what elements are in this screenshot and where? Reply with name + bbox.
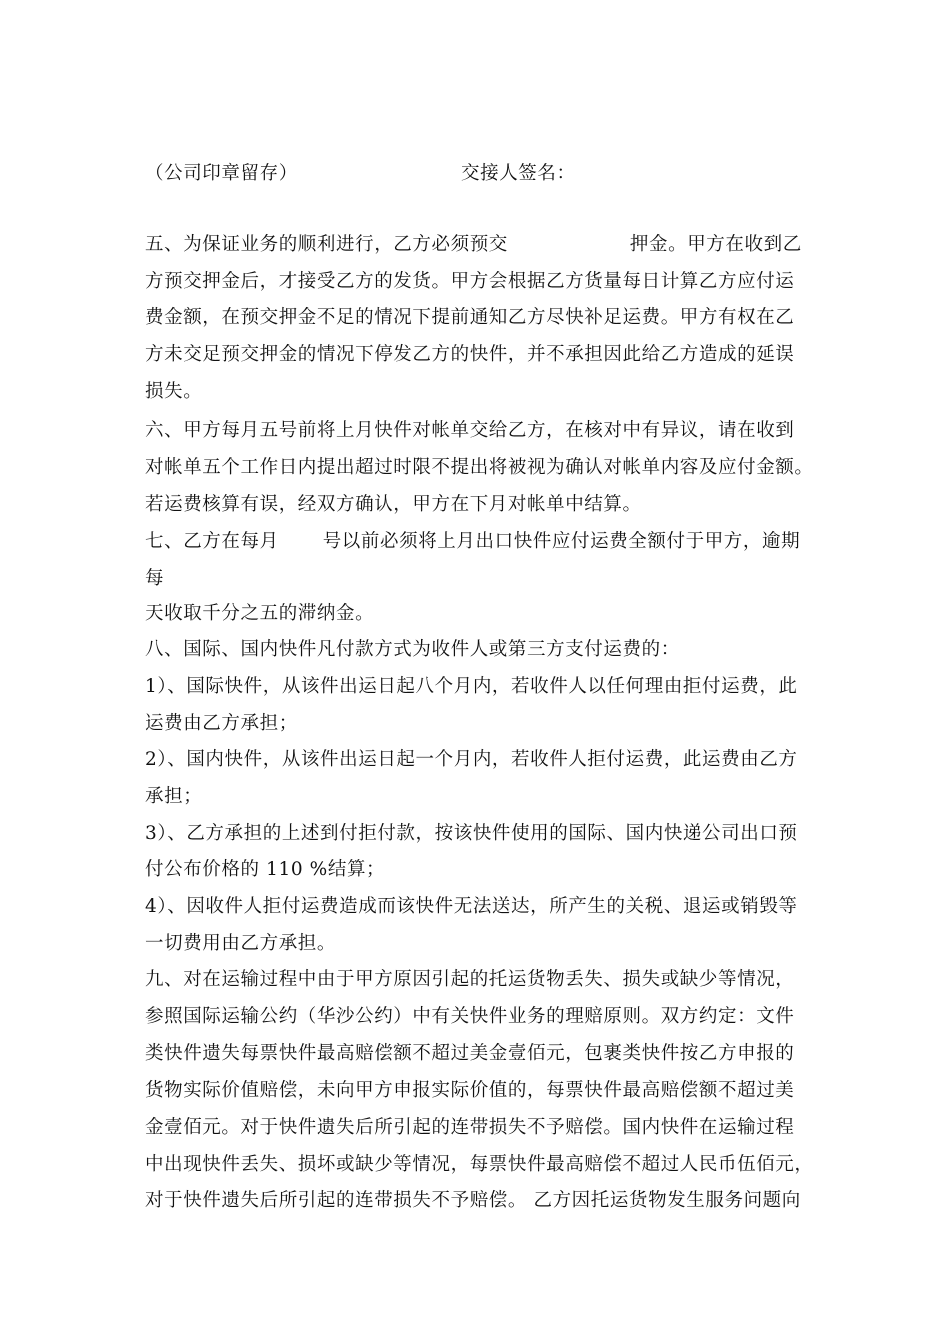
clause-5-line-2: 方预交押金后，才接受乙方的发货。甲方会根据乙方货量每日计算乙方应付运 xyxy=(145,271,795,292)
clause-7-text-a: 七、乙方在每月 xyxy=(145,531,279,552)
clause-6-line-2: 对帐单五个工作日内提出超过时限不提出将被视为确认对帐单内容及应付金额。 xyxy=(145,457,814,478)
clause-8-item-3-line-1: 3）、乙方承担的上述到付拒付款，按该快件使用的国际、国内快递公司出口预 xyxy=(145,823,798,844)
clause-5-line-1 xyxy=(145,233,802,257)
clause-8-heading: 八、国际、国内快件凡付款方式为收件人或第三方支付运费的： xyxy=(145,639,680,660)
clause-8-item-4-line-2: 一切费用由乙方承担。 xyxy=(145,933,337,954)
clause-9-line-2: 参照国际运输公约（华沙公约）中有关快件业务的理赔原则。双方约定：文件 xyxy=(145,1006,795,1027)
clause-9-line-3: 类快件遗失每票快件最高赔偿额不超过美金壹佰元，包裹类快件按乙方申报的 xyxy=(145,1043,795,1064)
clause-5-line-3: 费金额，在预交押金不足的情况下提前通知乙方尽快补足运费。甲方有权在乙 xyxy=(145,307,795,328)
clause-8-item-1-line-2: 运费由乙方承担； xyxy=(145,713,298,734)
clause-8-item-2-line-1: 2）、国内快件，从该件出运日起一个月内，若收件人拒付运费，此运费由乙方 xyxy=(145,749,798,770)
clause-5-text-a: 五、为保证业务的顺利进行，乙方必须预交 xyxy=(145,234,508,255)
signature-row xyxy=(145,162,825,186)
clause-7-line-1 xyxy=(145,530,800,554)
clause-5-text-b: 押金。甲方在收到乙 xyxy=(629,234,802,255)
clause-6-line-1: 六、甲方每月五号前将上月快件对帐单交给乙方，在核对中有异议，请在收到 xyxy=(145,420,795,441)
clause-9-line-5: 金壹佰元。对于快件遗失后所引起的连带损失不予赔偿。国内快件在运输过程 xyxy=(145,1117,795,1138)
clause-9-line-6: 中出现快件丢失、损坏或缺少等情况，每票快件最高赔偿不超过人民币伍佰元， xyxy=(145,1154,814,1175)
clause-7-line-2: 每 xyxy=(145,568,165,589)
clause-9-line-1: 九、对在运输过程中由于甲方原因引起的托运货物丢失、损失或缺少等情况， xyxy=(145,969,795,990)
clause-9-line-4: 货物实际价值赔偿，未向甲方申报实际价值的，每票快件最高赔偿额不超过美 xyxy=(145,1080,795,1101)
clause-6-line-3: 若运费核算有误，经双方确认，甲方在下月对帐单中结算。 xyxy=(145,494,642,515)
clause-8-item-1-line-1: 1）、国际快件，从该件出运日起八个月内，若收件人以任何理由拒付运费，此 xyxy=(145,676,798,697)
company-seal-label: （公司印章留存） xyxy=(145,163,298,184)
clause-7-line-3: 天收取千分之五的滞纳金。 xyxy=(145,603,375,624)
handover-signature-label: 交接人签名： xyxy=(461,163,576,184)
clause-7-text-b: 号以前必须将上月出口快件应付运费全额付于甲方，逾期 xyxy=(322,531,801,552)
clause-8-item-2-line-2: 承担； xyxy=(145,786,203,807)
clause-8-item-4-line-1: 4）、因收件人拒付运费造成而该快件无法送达，所产生的关税、退运或销毁等 xyxy=(145,896,798,917)
clause-8-item-3-line-2: 付公布价格的 110 %结算； xyxy=(145,859,386,880)
clause-5-line-5: 损失。 xyxy=(145,381,203,402)
clause-9-line-7: 对于快件遗失后所引起的连带损失不予赔偿。 乙方因托运货物发生服务问题向 xyxy=(145,1190,801,1211)
clause-5-line-4: 方未交足预交押金的情况下停发乙方的快件，并不承担因此给乙方造成的延误 xyxy=(145,344,795,365)
